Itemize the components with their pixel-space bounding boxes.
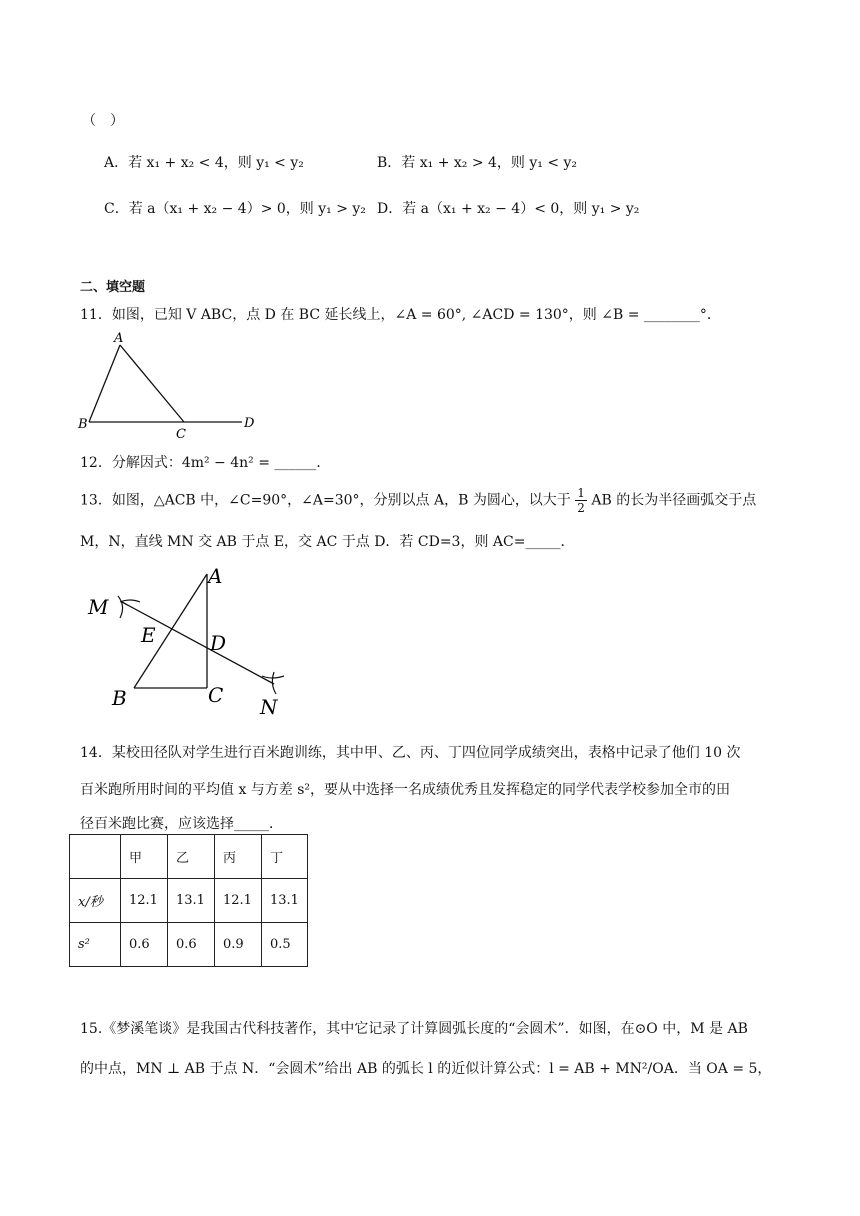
- q11-text: 11．如图，已知 V ABC，点 D 在 BC 延长线上，∠A = 60°, ∠ACD = 130°，则 ∠B = ________°．: [80, 307, 721, 323]
- q11-label-c: C: [176, 427, 186, 440]
- q13-line1-b: AB 的长为半径画弧交于点: [591, 492, 757, 509]
- q14-line3: 径百米跑比赛，应该选择_____．: [80, 816, 283, 832]
- q13-label-n: N: [260, 695, 278, 719]
- q13-frac-num: 1: [577, 486, 585, 500]
- q12-text: 12．分解因式：4m² − 4n² = ______．: [80, 455, 331, 471]
- table-cell: s²: [70, 923, 121, 967]
- q13-label-m: M: [88, 595, 109, 619]
- q10-option-b: B．若 x₁ + x₂ > 4，则 y₁ < y₂: [377, 155, 578, 171]
- q10-option-a: A．若 x₁ + x₂ < 4，则 y₁ < y₂: [104, 155, 304, 171]
- table-cell: 0.6: [168, 923, 215, 967]
- table-cell: 丙: [215, 835, 262, 879]
- q13-label-c: C: [208, 683, 224, 707]
- q11-label-b: B: [78, 417, 88, 432]
- table-cell: 13.1: [262, 879, 308, 923]
- q10-paren: （ ）: [82, 113, 124, 129]
- table-cell: 12.1: [215, 879, 262, 923]
- q10-option-d: D．若 a（x₁ + x₂ − 4）< 0，则 y₁ > y₂: [377, 201, 640, 217]
- table-cell: 丁: [262, 835, 308, 879]
- q13-label-b: B: [112, 686, 127, 710]
- q13-figure: [86, 562, 306, 722]
- table-cell: 12.1: [121, 879, 168, 923]
- table-cell: [70, 835, 121, 879]
- q15-line1: 15.《梦溪笔谈》是我国古代科技著作，其中它记录了计算圆弧长度的“会圆术”．如图，在⊙O 中，M 是 AB: [80, 1021, 748, 1037]
- q13-frac-den: 2: [577, 501, 585, 515]
- q13-line1: [80, 486, 756, 515]
- q13-line2: M，N，直线 MN 交 AB 于点 E，交 AC 于点 D．若 CD=3，则 AC=_____．: [80, 534, 575, 550]
- q13-line1-a: 13．如图，△ACB 中，∠C=90°，∠A=30°，分别以点 A，B 为圆心，以大于: [80, 492, 571, 509]
- table-cell: 0.5: [262, 923, 308, 967]
- table-cell: 乙: [168, 835, 215, 879]
- q13-fraction: [575, 486, 587, 515]
- q10-option-c: C．若 a（x₁ + x₂ − 4）> 0，则 y₁ > y₂: [104, 201, 366, 217]
- table-cell: 甲: [121, 835, 168, 879]
- table-cell: 13.1: [168, 879, 215, 923]
- table-cell: 0.6: [121, 923, 168, 967]
- q11-triangle-figure: [76, 330, 266, 440]
- table-cell: 0.9: [215, 923, 262, 967]
- table-row: [70, 923, 308, 967]
- q13-label-e: E: [141, 623, 156, 647]
- q14-line1: 14．某校田径队对学生进行百米跑训练，其中甲、乙、丙、丁四位同学成绩突出，表格中记录了他们 10 次: [80, 745, 741, 761]
- q11-label-d: D: [244, 416, 255, 431]
- section-title-fill-in: 二、填空题: [80, 280, 146, 295]
- q14-table: [69, 834, 308, 967]
- table-row: [70, 835, 308, 879]
- table-row: [70, 879, 308, 923]
- table-cell: x/秒: [70, 879, 121, 923]
- q15-line2: 的中点，MN ⊥ AB 于点 N．“会圆术”给出 AB 的弧长 l 的近似计算公式：l = AB + MN²/OA．当 OA = 5，: [80, 1061, 772, 1077]
- q13-label-a: A: [208, 564, 223, 588]
- q11-label-a: A: [114, 331, 124, 346]
- q14-line2: 百米跑所用时间的平均值 x 与方差 s²，要从中选择一名成绩优秀且发挥稳定的同学代表学校参加全市的田: [80, 782, 731, 798]
- q13-label-d: D: [210, 631, 227, 655]
